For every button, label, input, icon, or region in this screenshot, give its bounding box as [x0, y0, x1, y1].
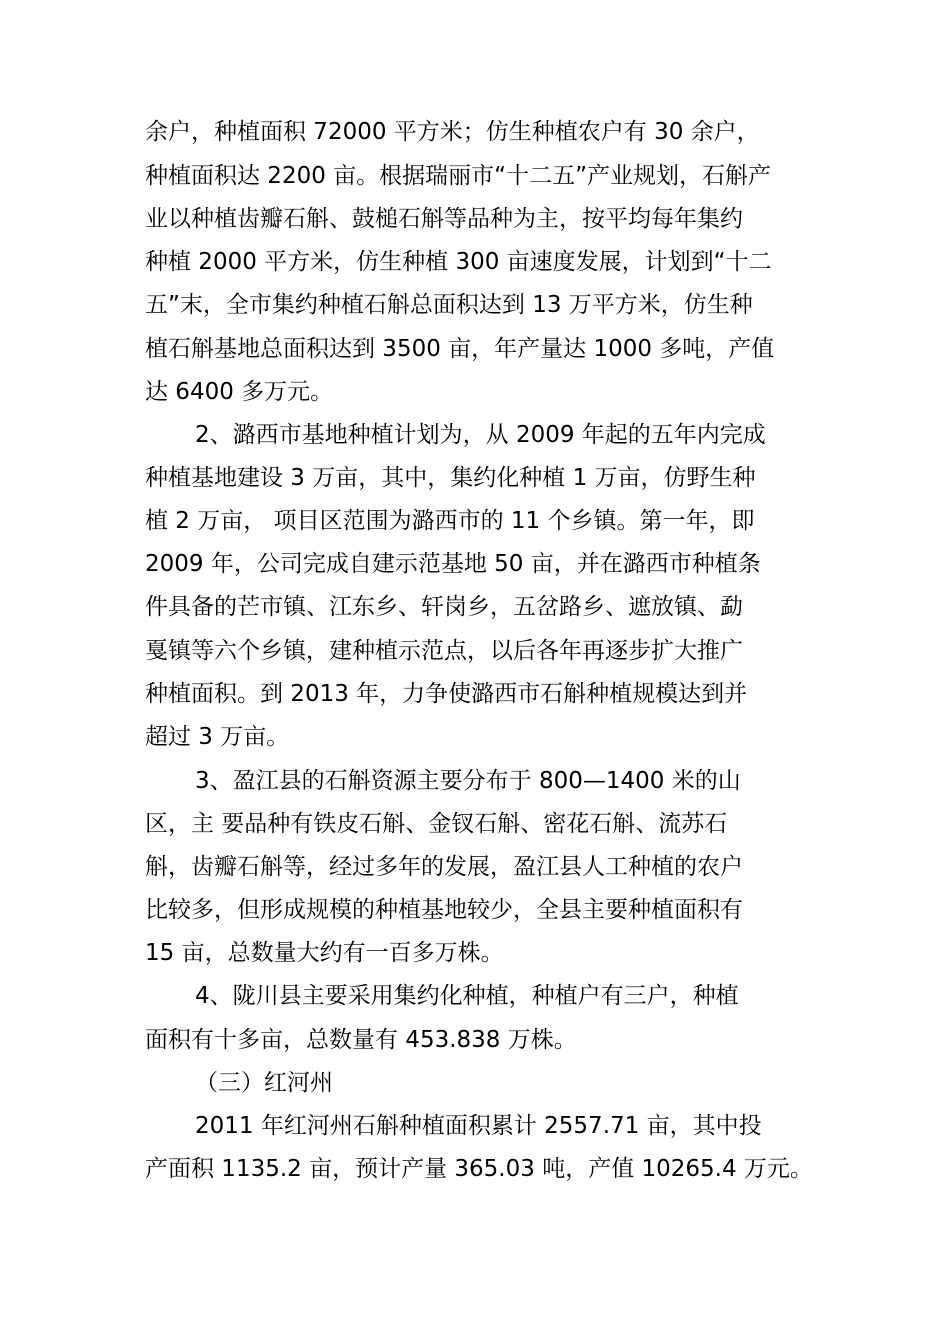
text-line: 种植面积达 2200 亩。根据瑞丽市“十二五”产业规划，石斛产	[145, 163, 771, 189]
text-line: 达 6400 多万元。	[145, 379, 334, 405]
paragraph-first-line: 2、潞西市基地种植计划为，从 2009 年起的五年内完成	[195, 422, 766, 448]
text-line: 种植基地建设 3 万亩，其中，集约化种植 1 万亩，仿野生种	[145, 465, 756, 491]
text-line: 斛，齿瓣石斛等，经过多年的发展，盈江县人工种植的农户	[145, 854, 743, 880]
text-line: 件具备的芒市镇、江东乡、轩岗乡，五岔路乡、遮放镇、勐	[145, 594, 743, 620]
text-line: 产面积 1135.2 亩，预计产量 365.03 吨，产值 10265.4 万元。	[145, 1156, 813, 1182]
text-line: 业以种植齿瓣石斛、鼓槌石斛等品种为主，按平均每年集约	[145, 206, 743, 232]
text-line: 比较多，但形成规模的种植基地较少，全县主要种植面积有	[145, 897, 743, 923]
text-line: 15 亩，总数量大约有一百多万株。	[145, 940, 504, 966]
text-line: 戛镇等六个乡镇，建种植示范点，以后各年再逐步扩大推广	[145, 638, 743, 664]
text-line: 植石斛基地总面积达到 3500 亩，年产量达 1000 多吨，产值	[145, 336, 775, 362]
section-heading: （三）红河州	[195, 1070, 333, 1096]
text-line: 面积有十多亩，总数量有 453.838 万株。	[145, 1027, 577, 1053]
text-line: 2009 年，公司完成自建示范基地 50 亩，并在潞西市种植条	[145, 551, 761, 577]
text-line: 余户，种植面积 72000 平方米；仿生种植农户有 30 余户，	[145, 119, 760, 145]
text-line: 区，主 要品种有铁皮石斛、金钗石斛、密花石斛、流苏石	[145, 811, 728, 837]
text-line: 五”末，全市集约种植石斛总面积达到 13 万平方米，仿生种	[145, 292, 753, 318]
text-line: 超过 3 万亩。	[145, 724, 290, 750]
text-line: 植 2 万亩， 项目区范围为潞西市的 11 个乡镇。第一年，即	[145, 508, 755, 534]
text-line: 种植 2000 平方米，仿生种植 300 亩速度发展，计划到“十二	[145, 249, 772, 275]
text-line: 种植面积。到 2013 年，力争使潞西市石斛种植规模达到并	[145, 681, 748, 707]
paragraph-first-line: 2011 年红河州石斛种植面积累计 2557.71 亩，其中投	[195, 1113, 762, 1139]
paragraph-first-line: 4、陇川县主要采用集约化种植，种植户有三户，种植	[195, 983, 739, 1009]
paragraph-first-line: 3、盈江县的石斛资源主要分布于 800—1400 米的山	[195, 768, 741, 794]
